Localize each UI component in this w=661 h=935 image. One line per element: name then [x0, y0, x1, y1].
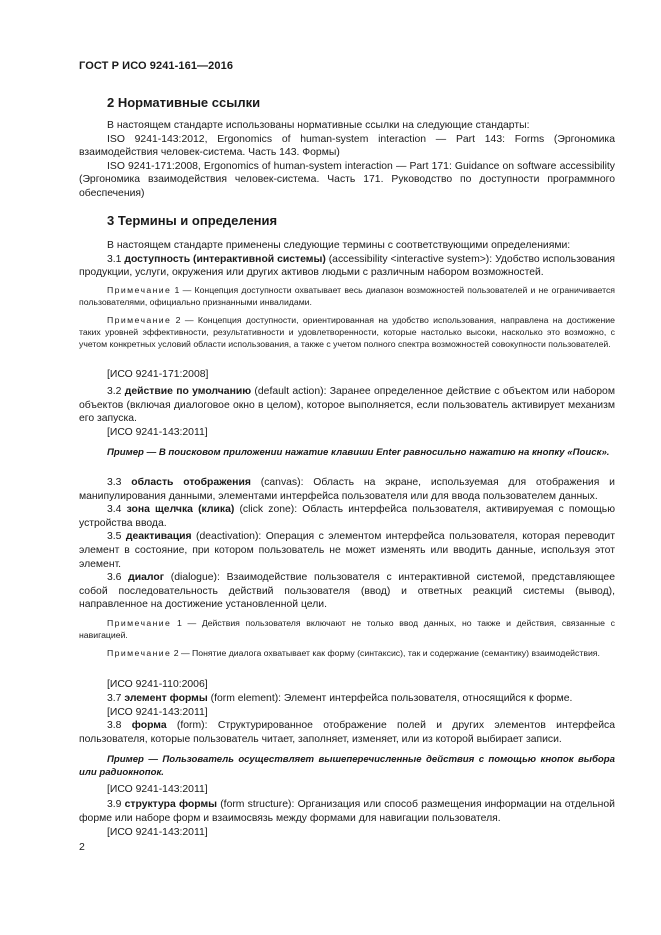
source-ref-3-9: [ИСО 9241-143:2011] — [107, 827, 208, 838]
term-3-1: 3.1 доступность (интерактивной системы) (accessibility <interactive system>): Удобство использования продукции, услуги, окружения или других активов людьми с различным набором возможностей. — [79, 253, 615, 279]
term-3-8: 3.8 форма (form): Структурированное отображение полей и других элементов интерфейса пользователя, которые пользователь читает, заполняет, изменяет, или из которой выбирает записи. — [79, 720, 615, 745]
term-3-7-block — [79, 692, 615, 706]
term-3-2-block — [79, 385, 615, 426]
term-3-5: 3.5 деактивация (deactivation): Операция с элементом интерфейса пользователя, которая переводит элемент в состояние, при котором пользователь не может изменять или вводить данные, используя этот элемент. — [79, 531, 615, 570]
term-3-5-name: деактивация — [125, 531, 192, 543]
source-ref-3-2: [ИСО 9241-143:2011] — [107, 427, 208, 438]
section-2-intro: В настоящем стандарте использованы нормативные ссылки на следующие стандарты: — [107, 120, 530, 131]
term-3-4-name: зона щелчка (клика) — [126, 504, 235, 516]
terms-3-3-to-3-6-block — [79, 476, 615, 612]
term-3-2-name: действие по умолчанию — [124, 386, 252, 397]
term-3-9-name: структура формы — [124, 799, 218, 810]
term-3-8-block — [79, 719, 615, 746]
term-3-9-block — [79, 798, 615, 825]
term-3-7-name: элемент формы — [124, 693, 208, 704]
term-3-1-name: доступность (интерактивной системы) — [124, 253, 326, 265]
source-ref-3-1: [ИСО 9241-171:2008] — [107, 369, 209, 380]
note-3-6-2: Примечание 2 — Понятие диалога охватывает как форму (синтаксис), так и содержание (семантику) взаимодействия. — [107, 648, 600, 658]
note-3-1-2: Примечание 2 — Концепция доступности, ориентированная на удобство использования, направлена на достижение таких уровней эффективности, результативности и удовлетворенности, которые настолько высоки, насколько это возможно, с учетом конкретных условий области использования, а также с учетом полного спектра возможностей совокупности пользователей. — [79, 315, 615, 349]
section-3-intro-block — [79, 239, 615, 280]
page-number: 2 — [79, 841, 85, 853]
section-3-intro: В настоящем стандарте применены следующие термины с соответствующими определениями: — [107, 240, 571, 251]
term-3-3: 3.3 область отображения (canvas): Область на экране, используемая для отображения и манипулирования данными, элементами интерфейса пользователя или для ввода пользователем данных. — [79, 477, 615, 502]
term-3-6-name: диалог — [128, 572, 165, 584]
term-3-3-name: область отображения — [131, 477, 251, 488]
normative-reference-2: ISO 9241-171:2008, Ergonomics of human-system interaction — Part 171: Guidance on software accessibility (Эргономика взаимодействия человек-система. Часть 171. Руководство по доступности программного обеспечения) — [79, 160, 615, 199]
term-3-4: 3.4 зона щелчка (клика) (click zone): Область интерфейса пользователя, активируемая с помощью устройства ввода. — [79, 504, 615, 529]
section-2-title: 2 Нормативные ссылки — [107, 95, 261, 110]
source-ref-3-8: [ИСО 9241-143:2011] — [107, 784, 208, 795]
term-3-6: 3.6 диалог (dialogue): Взаимодействие пользователя с интерактивной системой, представляющее собой последовательность действий пользователя (ввод) и ответных реакций системы (вывод), направленное на достижение установленной цели. — [79, 572, 615, 611]
term-3-9: 3.9 структура формы (form structure): Организация или способ размещения информации на отдельной форме или наборе форм и взаимосвязь между формами для навигации пользователя. — [79, 799, 615, 824]
note-3-1-1: Примечание 1 — Концепция доступности охватывает весь диапазон возможностей пользователей и не ограничивается пользователями, официально признанными инвалидами. — [79, 285, 615, 307]
source-ref-3-7: [ИСО 9241-143:2011] — [107, 707, 208, 718]
section-3-title: 3 Термины и определения — [107, 213, 278, 228]
source-ref-3-6: [ИСО 9241-110:2006] — [107, 679, 208, 690]
example-3-2: Пример — В поисковом приложении нажатие клавиши Enter равносильно нажатию на кнопку «Поиск». — [107, 447, 610, 458]
example-3-8: Пример — Пользователь осуществляет вышеперечисленные действия с помощью кнопок выбора или радиокнопок. — [79, 754, 615, 778]
note-3-6-1: Примечание 1 — Действия пользователя включают не только ввод данных, но также и действия, связанные с навигацией. — [79, 618, 615, 640]
normative-reference-1: ISO 9241-143:2012, Ergonomics of human-system interaction — Part 143: Forms (Эргономика взаимодействия человек-система. Часть 143. Формы) — [79, 133, 615, 159]
standard-header: ГОСТ Р ИСО 9241-161—2016 — [79, 60, 234, 72]
term-3-8-name: форма — [131, 720, 167, 731]
section-2-body — [79, 119, 615, 201]
term-3-2: 3.2 действие по умолчанию (default action): Заранее определенное действие с объектом или набором объектов (включая диалоговое окно в целом), которое выполняется, если пользователь активирует механизм его запуска. — [79, 386, 615, 425]
term-3-7: 3.7 элемент формы (form element): Элемент интерфейса пользователя, относящийся к форме. — [107, 693, 573, 704]
